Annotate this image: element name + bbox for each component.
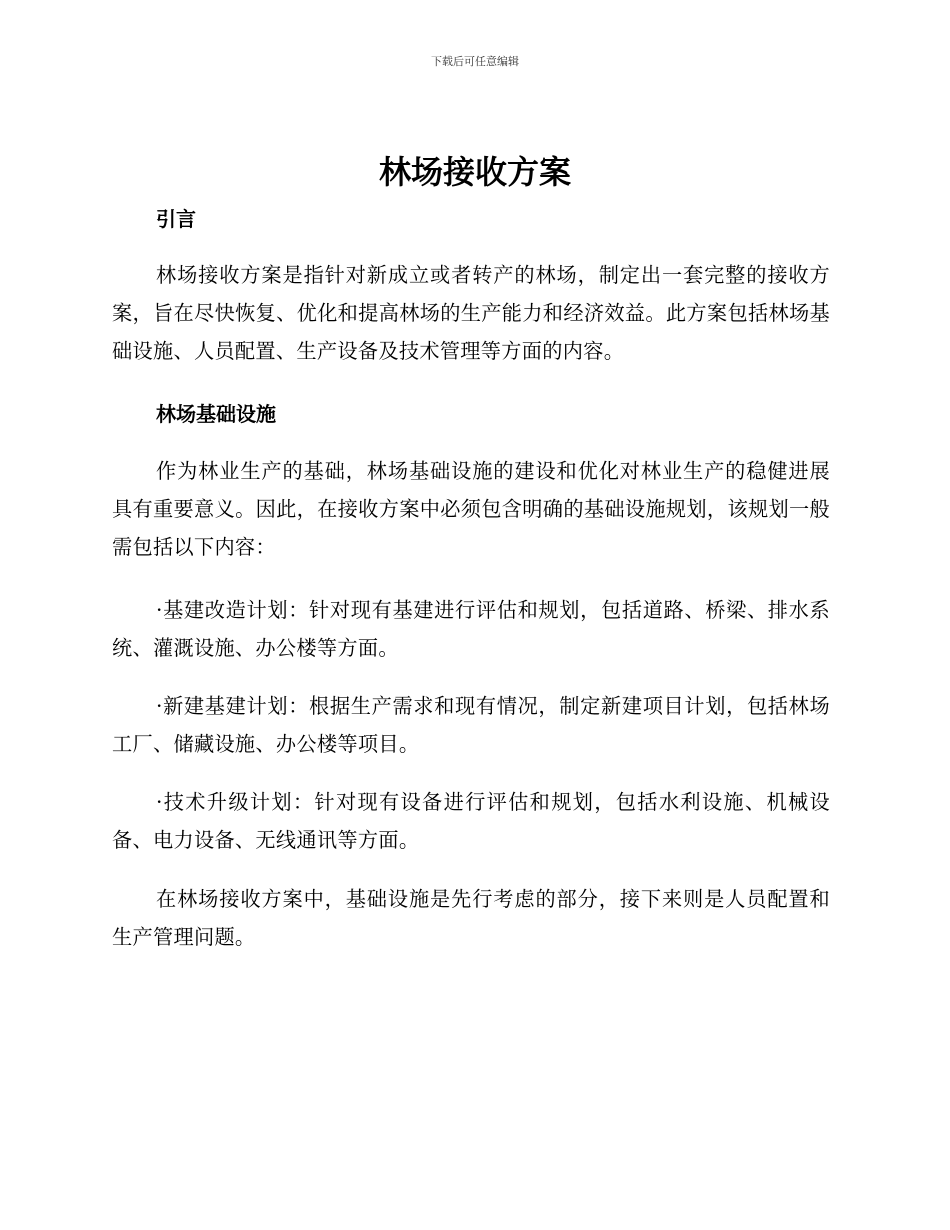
introduction-paragraph: 林场接收方案是指针对新成立或者转产的林场，制定出一套完整的接收方案，旨在尽快恢复、优化和提高林场的生产能力和经济效益。此方案包括林场基础设施、人员配置、生产设备及技术管理等方面的内容。 [112,263,830,363]
infrastructure-conclusion-paragraph: 在林场接收方案中，基础设施是先行考虑的部分，接下来则是人员配置和生产管理问题。 [112,887,830,949]
bullet-text: 新建基建计划：根据生产需求和现有情况，制定新建项目计划，包括林场工厂、储藏设施、办公楼等项目。 [112,694,830,756]
bullet-item [112,783,830,859]
page-header-note: 下载后可任意编辑 [431,55,519,68]
bullet-dot: · [156,790,163,814]
bullet-dot: · [156,694,163,718]
bullet-text: 技术升级计划：针对现有设备进行评估和规划，包括水利设施、机械设备、电力设备、无线通讯等方面。 [112,790,830,852]
bullet-dot: · [156,598,163,622]
document-title: 林场接收方案 [378,153,571,191]
infrastructure-intro-paragraph: 作为林业生产的基础，林场基础设施的建设和优化对林业生产的稳健进展具有重要意义。因此，在接收方案中必须包含明确的基础设施规划，该规划一般需包括以下内容： [112,459,830,559]
bullet-item [112,687,830,763]
section-heading-introduction: 引言 [156,207,196,231]
bullet-text: 基建改造计划：针对现有基建进行评估和规划，包括道路、桥梁、排水系统、灌溉设施、办公楼等方面。 [112,598,830,660]
bullet-item [112,591,830,667]
section-heading-infrastructure: 林场基础设施 [156,402,276,426]
